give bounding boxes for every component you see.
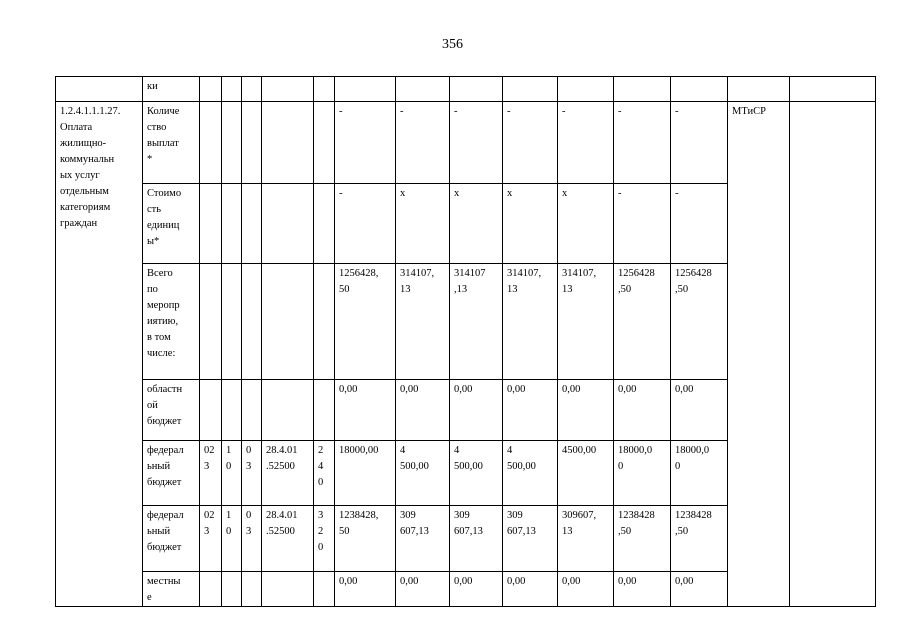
row-label-cell: Стоимо сть единиц ы*	[143, 184, 200, 264]
code-cell: 1 0	[222, 441, 242, 506]
cell-value	[614, 77, 671, 102]
code-cell	[314, 380, 335, 441]
value-cell: -	[614, 102, 671, 184]
row-label-cell: местны е	[143, 572, 200, 607]
value-cell: 1238428, 50	[335, 506, 396, 572]
code-cell	[222, 380, 242, 441]
value-cell: 1238428 ,50	[614, 506, 671, 572]
row-label-cell: федерал ьный бюджет	[143, 506, 200, 572]
value-cell: 18000,0 0	[671, 441, 728, 506]
value-cell: -	[335, 102, 396, 184]
value-cell: 0,00	[671, 380, 728, 441]
value-cell: -	[671, 184, 728, 264]
value-cell: x	[396, 184, 450, 264]
cell-code	[314, 77, 335, 102]
code-cell: 02 3	[200, 441, 222, 506]
cell-value	[335, 77, 396, 102]
cell-code	[200, 77, 222, 102]
code-cell	[314, 572, 335, 607]
value-cell: 0,00	[450, 380, 503, 441]
code-cell	[200, 572, 222, 607]
event-name-cell: 1.2.4.1.1.1.27. Оплата жилищно- коммунальн ых услуг отдельным категориям граждан	[56, 102, 143, 607]
code-cell	[200, 380, 222, 441]
value-cell: 4 500,00	[396, 441, 450, 506]
cell-value	[450, 77, 503, 102]
value-cell: 0,00	[396, 380, 450, 441]
code-cell: 0 3	[242, 441, 262, 506]
value-cell: -	[503, 102, 558, 184]
value-cell: 309607, 13	[558, 506, 614, 572]
code-cell	[200, 264, 222, 380]
code-cell	[262, 572, 314, 607]
value-cell: 309 607,13	[503, 506, 558, 572]
value-cell: 0,00	[335, 380, 396, 441]
value-cell: 0,00	[558, 380, 614, 441]
value-cell: 0,00	[503, 380, 558, 441]
value-cell: 4 500,00	[450, 441, 503, 506]
value-cell: 0,00	[614, 572, 671, 607]
value-cell: 0,00	[503, 572, 558, 607]
value-cell: 0,00	[614, 380, 671, 441]
code-cell	[262, 380, 314, 441]
code-cell	[262, 184, 314, 264]
code-cell	[262, 102, 314, 184]
cell-label: ки	[143, 77, 200, 102]
code-cell: 02 3	[200, 506, 222, 572]
cell-executor	[728, 77, 790, 102]
code-cell	[314, 184, 335, 264]
cell-value	[503, 77, 558, 102]
code-cell: 2 4 0	[314, 441, 335, 506]
executor-cell: МТиСР	[728, 102, 790, 607]
code-cell	[242, 380, 262, 441]
value-cell: 314107, 13	[503, 264, 558, 380]
cell-value	[396, 77, 450, 102]
value-cell: 0,00	[671, 572, 728, 607]
code-cell	[242, 102, 262, 184]
row-label-cell: Всего по меропр иятию, в том числе:	[143, 264, 200, 380]
code-cell	[314, 102, 335, 184]
value-cell: -	[671, 102, 728, 184]
code-cell	[314, 264, 335, 380]
row-label-cell: федерал ьный бюджет	[143, 441, 200, 506]
value-cell: 0,00	[558, 572, 614, 607]
code-cell	[242, 572, 262, 607]
value-cell: 0,00	[335, 572, 396, 607]
code-cell	[222, 102, 242, 184]
table-row-continuation	[56, 77, 876, 102]
cell-code	[262, 77, 314, 102]
value-cell: 309 607,13	[450, 506, 503, 572]
value-cell: 1256428, 50	[335, 264, 396, 380]
row-label-cell: областн ой бюджет	[143, 380, 200, 441]
cell-extra	[790, 77, 876, 102]
code-cell	[200, 184, 222, 264]
value-cell: 1256428 ,50	[671, 264, 728, 380]
value-cell: 4 500,00	[503, 441, 558, 506]
value-cell: 0,00	[396, 572, 450, 607]
code-cell: 0 3	[242, 506, 262, 572]
value-cell: 314107, 13	[558, 264, 614, 380]
code-cell: 3 2 0	[314, 506, 335, 572]
value-cell: -	[558, 102, 614, 184]
value-cell: 18000,0 0	[614, 441, 671, 506]
value-cell: -	[450, 102, 503, 184]
code-cell: 28.4.01 .52500	[262, 506, 314, 572]
code-cell	[222, 264, 242, 380]
cell-value	[671, 77, 728, 102]
code-cell: 28.4.01 .52500	[262, 441, 314, 506]
extra-cell	[790, 102, 876, 607]
value-cell: 309 607,13	[396, 506, 450, 572]
value-cell: -	[396, 102, 450, 184]
table-row	[56, 102, 876, 184]
value-cell: -	[614, 184, 671, 264]
value-cell: -	[335, 184, 396, 264]
code-cell: 1 0	[222, 506, 242, 572]
value-cell: 314107, 13	[396, 264, 450, 380]
row-label-cell: Количе ство выплат *	[143, 102, 200, 184]
page-number: 356	[442, 37, 463, 52]
code-cell	[262, 264, 314, 380]
cell-code	[242, 77, 262, 102]
value-cell: 18000,00	[335, 441, 396, 506]
value-cell: 1238428 ,50	[671, 506, 728, 572]
code-cell	[222, 184, 242, 264]
budget-table	[55, 76, 876, 607]
code-cell	[200, 102, 222, 184]
value-cell: 314107 ,13	[450, 264, 503, 380]
value-cell: x	[450, 184, 503, 264]
value-cell: 0,00	[450, 572, 503, 607]
value-cell: 4500,00	[558, 441, 614, 506]
code-cell	[242, 264, 262, 380]
cell-event	[56, 77, 143, 102]
value-cell: x	[558, 184, 614, 264]
value-cell: 1256428 ,50	[614, 264, 671, 380]
value-cell: x	[503, 184, 558, 264]
code-cell	[242, 184, 262, 264]
cell-code	[222, 77, 242, 102]
cell-value	[558, 77, 614, 102]
code-cell	[222, 572, 242, 607]
